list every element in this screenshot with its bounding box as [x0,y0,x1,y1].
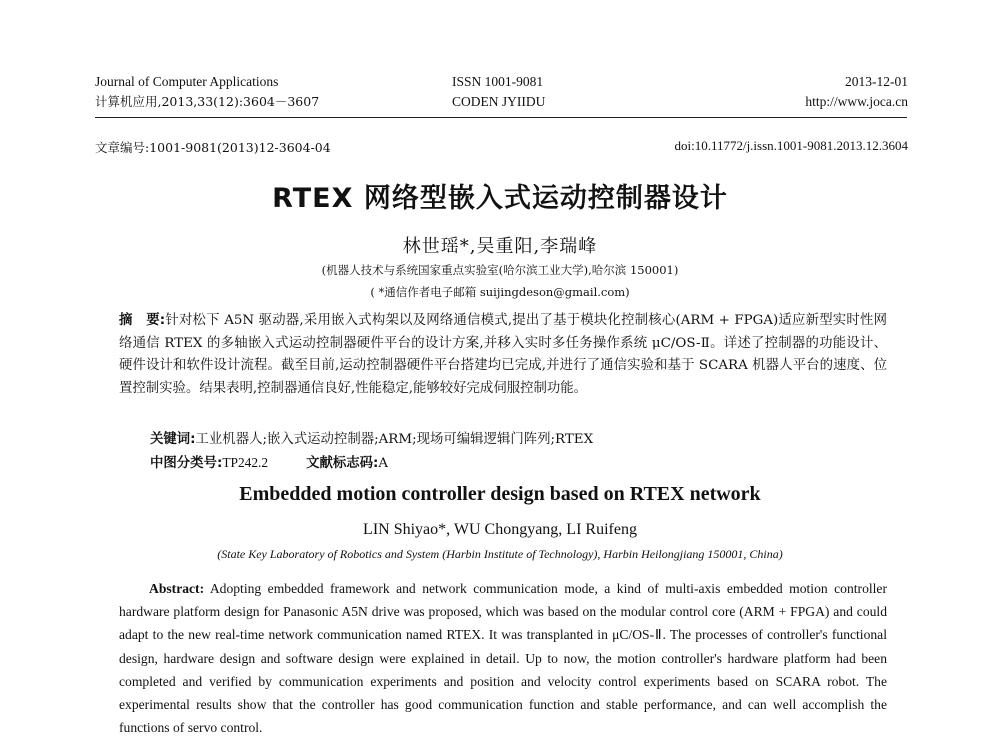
abstract-en [119,577,887,739]
article-id: 文章编号:1001-9081(2013)12-3604-04 [95,140,331,155]
abstract-cn-label: 摘 要: [119,313,166,328]
classification [150,452,388,471]
title-en: Embedded motion controller design based on RTEX network [239,483,761,505]
clc-value: TP242.2 [222,455,269,470]
authors-cn: 林世瑶*,吴重阳,李瑞峰 [402,236,598,257]
title-cn: RTEX 网络型嵌入式运动控制器设计 [272,183,728,214]
abstract-cn [119,310,887,400]
doc-code-label: 文献标志码: [306,456,379,471]
header-rule [95,117,907,118]
doi: doi:10.11772/j.issn.1001-9081.2013.12.3604 [674,138,908,153]
authors-en: LIN Shiyao*, WU Chongyang, LI Ruifeng [363,521,637,538]
journal-name-en: Journal of Computer Applications [95,74,279,89]
abstract-en-text: Adopting embedded framework and network communication mode, a kind of multi-axis embedded motion controller hardware platform design for Panasonic A5N drive was proposed, which was based on the modular control core (ARM + FPGA) and could adapt to the new real-time network communication named RTEX. It was transplanted in μC/OS-Ⅱ. The processes of controller's functional design, hardware design and software design were explained in detail. Up to now, the motion controller's hardware platform had been completed and verified by communication experiments and position and velocity control experiments based on SCARA robot. The experimental results show that the controller has good communication function and stable performance, and can well accomplish the functions of servo control. [119,581,887,736]
affiliation-en: (State Key Laboratory of Robotics and System (Harbin Institute of Technology), Harbin Heilongjiang 150001, China) [217,547,783,561]
issn: ISSN 1001-9081 [452,74,544,89]
abstract-cn-text: 针对松下 A5N 驱动器,采用嵌入式构架以及网络通信模式,提出了基于模块化控制核心(ARM + FPGA)适应新型实时性网络通信 RTEX 的多轴嵌入式运动控制器硬件平台的设计方案,并移入实时多任务操作系统 μC/OS-Ⅱ。详述了控制器的功能设计、硬件设计和软件设计流程。截至目前,运动控制器硬件平台搭建均已完成,并进行了通信实验和基于 SCARA 机器人平台的速度、位置控制实验。结果表明,控制器通信良好,性能稳定,能够较好完成伺服控制功能。 [119,313,887,396]
doc-code-value: A [378,456,389,471]
clc-label: 中图分类号: [150,456,223,471]
keywords-cn [150,428,593,447]
affiliation-cn: (机器人技术与系统国家重点实验室(哈尔滨工业大学),哈尔滨 150001) [321,263,679,277]
keywords-cn-text: 工业机器人;嵌入式运动控制器;ARM;现场可编辑逻辑门阵列;RTEX [195,432,594,447]
publication-date: 2013-12-01 [845,74,908,89]
journal-citation-cn: 计算机应用,2013,33(12):3604－3607 [95,94,320,109]
keywords-cn-label: 关键词: [150,432,196,447]
coden: CODEN JYIIDU [452,94,546,109]
contact-cn: ( *通信作者电子邮箱 suijingdeson@gmail.com) [370,285,630,299]
journal-url: http://www.joca.cn [805,94,908,109]
abstract-en-label: Abstract: [149,581,205,596]
